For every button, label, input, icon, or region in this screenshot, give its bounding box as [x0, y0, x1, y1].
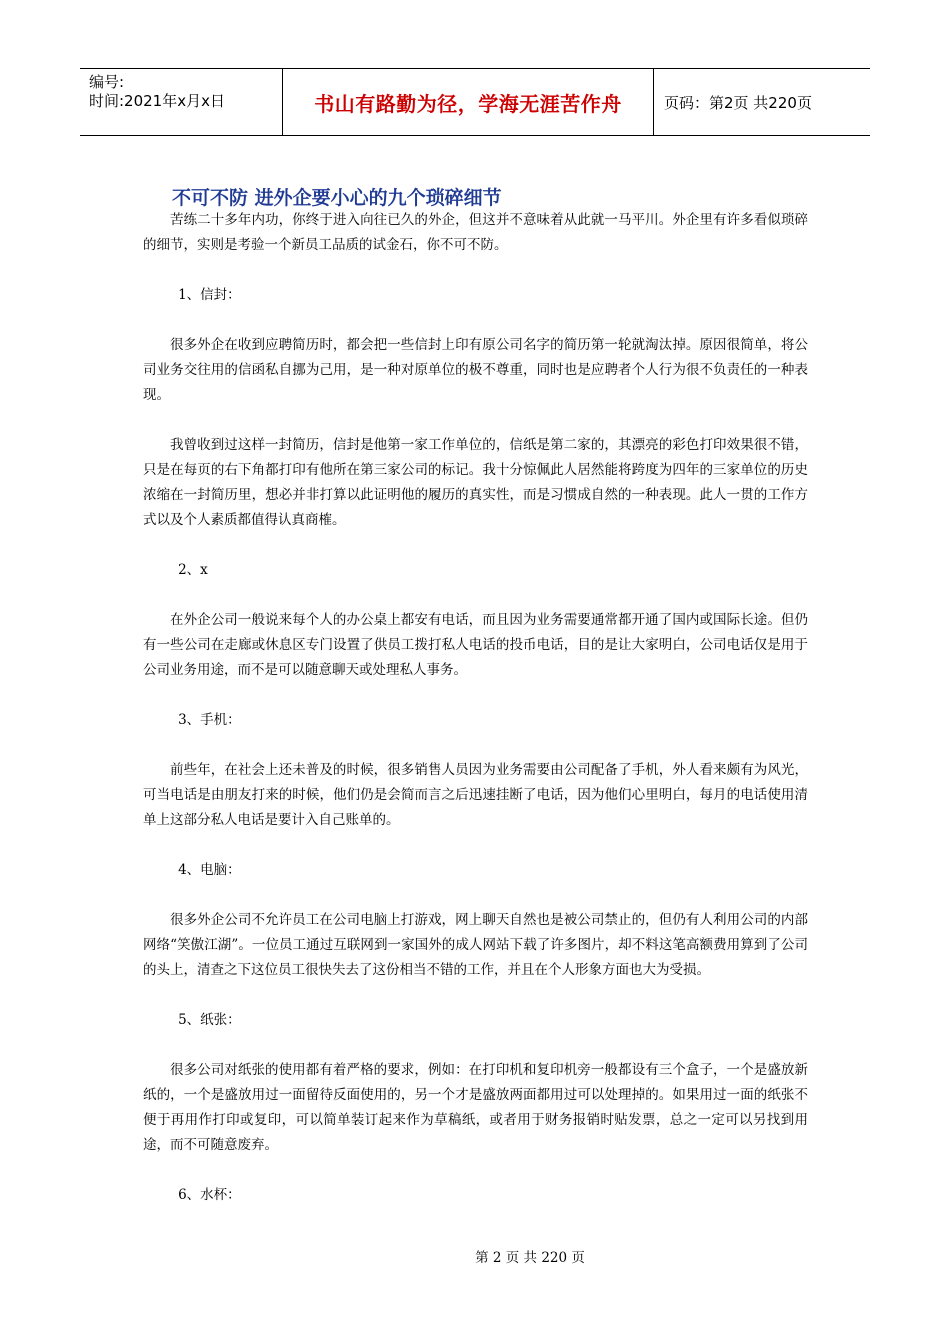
spacer: [143, 1158, 808, 1183]
section-paragraph: 前些年，在社会上还未普及的时候，很多销售人员因为业务需要由公司配备了手机，外人看来颇有为风光，可当电话是由朋友打来的时候，他们仍是会简而言之后迅速挂断了电话，因为他们心里明白，每月的电话使用清单上这部分私人电话是要计入自己账单的。: [143, 762, 808, 828]
section-paragraph: 很多公司对纸张的使用都有着严格的要求，例如：在打印机和复印机旁一般都设有三个盒子，一个是盛放新纸的，一个是盛放用过一面留待反面使用的，另一个才是盛放两面都用过可以处理掉的。如果用过一面的纸张不便于再用作打印或复印，可以简单装订起来作为草稿纸，或者用于财务报销时贴发票，总之一定可以另找到用途，而不可随意废弃。: [143, 1062, 808, 1153]
article-title: 不可不防 进外企要小心的九个琐碎细节: [172, 187, 502, 209]
spacer: [143, 683, 808, 708]
section-heading: 4、电脑：: [178, 862, 241, 878]
spacer: [143, 583, 808, 608]
section-heading: 2、x: [178, 562, 208, 578]
section-paragraph: 很多外企在收到应聘简历时，都会把一些信封上印有原公司名字的简历第一轮就淘汰掉。原因很简单，将公司业务交往用的信函私自挪为己用，是一种对原单位的极不尊重，同时也是应聘者个人行为很不负责任的一种表现。: [143, 337, 808, 403]
spacer: [143, 308, 808, 333]
spacer: [143, 1033, 808, 1058]
time-label: 时间:2021年x月x日: [89, 92, 225, 110]
section-paragraph: 很多外企公司不允许员工在公司电脑上打游戏，网上聊天自然也是被公司禁止的，但仍有人利用公司的内部网络“笑傲江湖”。一位员工通过互联网到一家国外的成人网站下载了许多图片，却不料这笔高额费用算到了公司的头上，清查之下这位员工很快失去了这份相当不错的工作，并且在个人形象方面也大为受损。: [143, 912, 808, 978]
section-heading: 5、纸张：: [178, 1012, 241, 1028]
number-label: 编号:: [89, 73, 125, 91]
document-header: [80, 68, 870, 136]
spacer: [143, 258, 808, 283]
header-page-info: 页码：第2页 共220页: [664, 93, 812, 112]
section-heading: 1、信封：: [178, 287, 241, 303]
spacer: [143, 533, 808, 558]
spacer: [143, 408, 808, 433]
intro-paragraph: 苦练二十多年内功，你终于进入向往已久的外企，但这并不意味着从此就一马平川。外企里有许多看似琐碎的细节，实则是考验一个新员工品质的试金石，你不可不防。: [143, 212, 808, 253]
section-paragraph: 在外企公司一般说来每个人的办公桌上都安有电话，而且因为业务需要通常都开通了国内或国际长途。但仍有一些公司在走廊或休息区专门设置了供员工拨打私人电话的投币电话，目的是让大家明白，公司电话仅是用于公司业务用途，而不是可以随意聊天或处理私人事务。: [143, 612, 808, 678]
section-heading: 3、手机：: [178, 712, 241, 728]
section-paragraph: 我曾收到过这样一封简历，信封是他第一家工作单位的，信纸是第二家的，其漂亮的彩色打印效果很不错，只是在每页的右下角都打印有他所在第三家公司的标记。我十分惊佩此人居然能将跨度为四年的三家单位的历史浓缩在一封简历里，想必并非打算以此证明他的履历的真实性，而是习惯成自然的一种表现。此人一贯的工作方式以及个人素质都值得认真商榷。: [143, 437, 808, 528]
header-meta: [80, 69, 282, 135]
section-heading: 6、水杯：: [178, 1187, 241, 1203]
spacer: [143, 883, 808, 908]
spacer: [143, 733, 808, 758]
spacer: [143, 833, 808, 858]
page-footer: 第 2 页 共 220 页: [475, 1250, 585, 1266]
header-motto: 书山有路勤为径，学海无涯苦作舟: [282, 69, 654, 135]
spacer: [143, 983, 808, 1008]
sections-container: [143, 258, 808, 1208]
article-body: [143, 208, 808, 1208]
